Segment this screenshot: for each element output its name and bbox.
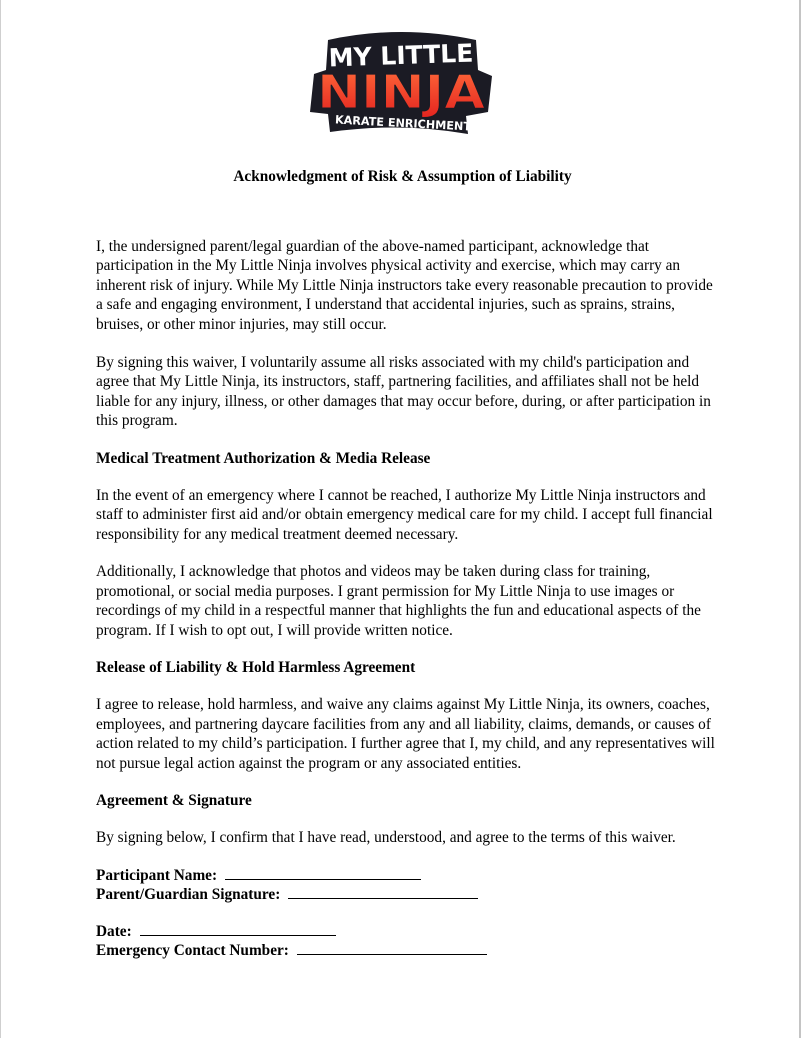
guardian-signature-row <box>96 885 716 904</box>
date-field[interactable] <box>140 934 336 936</box>
agreement-confirmation-paragraph: By signing below, I confirm that I have read, understood, and agree to the terms of this waiver. <box>96 829 676 847</box>
emergency-contact-row <box>96 941 716 960</box>
guardian-signature-field[interactable] <box>288 897 478 899</box>
section-heading-agreement-signature: Agreement & Signature <box>96 791 252 809</box>
risk-intro-paragraph: I, the undersigned parent/legal guardian of the above-named participant, acknowledge that participation in the My Little Ninja involves physical activity and exercise, which may carry an inherent risk of injury. While My Little Ninja instructors take every reasonable precaution to provide a safe and engaging environment, I understand that accidental injuries, such as sprains, strains, bruises, or other minor injuries, may still occur. <box>96 238 713 333</box>
risk-assumption-paragraph: By signing this waiver, I voluntarily assume all risks associated with my child's participation and agree that My Little Ninja, its instructors, staff, partnering facilities, and affiliates shall not be held liable for any injury, illness, or other damages that may occur before, during, or after participation in this program. <box>96 354 711 430</box>
participant-name-field[interactable] <box>225 878 421 880</box>
document-title: Acknowledgment of Risk & Assumption of Liability <box>233 168 572 185</box>
medical-authorization-paragraph: In the event of an emergency where I cannot be reached, I authorize My Little Ninja instructors and staff to administer first aid and/or obtain emergency medical care for my child. I accept full financial responsibility for any medical treatment deemed necessary. <box>96 487 713 543</box>
section-heading-medical-media: Medical Treatment Authorization & Media Release <box>96 449 431 467</box>
emergency-contact-label: Emergency Contact Number: <box>96 941 289 959</box>
logo-line-2: NINJA <box>317 65 486 119</box>
release-liability-paragraph: I agree to release, hold harmless, and waive any claims against My Little Ninja, its owners, coaches, employees, and partnering daycare facilities from any and all liability, claims, demands, or causes of action related to my child’s participation. I further agree that I, my child, and any representatives will not pursue legal action against the program or any associated entities. <box>96 696 715 772</box>
date-row <box>96 922 716 941</box>
logo-graphic <box>306 26 496 138</box>
signature-block <box>96 866 716 961</box>
date-label: Date: <box>96 922 132 940</box>
participant-name-label: Participant Name: <box>96 866 218 884</box>
media-release-paragraph: Additionally, I acknowledge that photos and videos may be taken during class for training, promotional, or social media purposes. I grant permission for My Little Ninja to use images or recordings of my child in a respectful manner that highlights the fun and educational aspects of the program. If I wish to opt out, I will provide written notice. <box>96 563 701 639</box>
participant-name-row <box>96 866 716 885</box>
logo-line-1: MY LITTLE <box>328 38 474 73</box>
signature-spacer <box>96 905 716 922</box>
document-body <box>96 237 716 960</box>
section-heading-release-liability: Release of Liability & Hold Harmless Agreement <box>96 658 416 676</box>
guardian-signature-label: Parent/Guardian Signature: <box>96 886 281 904</box>
my-little-ninja-logo <box>306 26 496 138</box>
logo-line-3: KARATE ENRICHMENT <box>334 112 476 134</box>
emergency-contact-field[interactable] <box>297 953 487 955</box>
